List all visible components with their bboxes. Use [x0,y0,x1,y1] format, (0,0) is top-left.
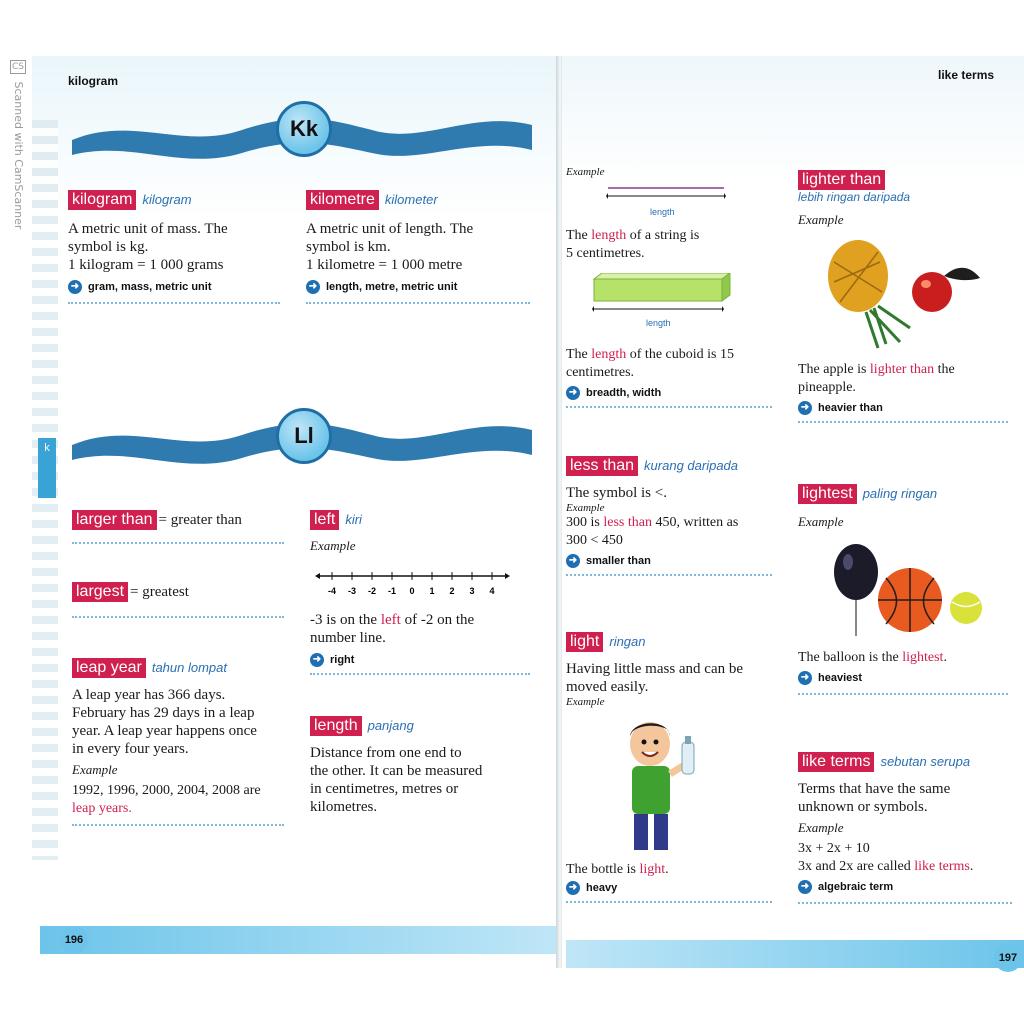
scanner-text: Scanned with CamScanner [12,81,25,230]
entry-lighter-than [798,170,1008,423]
pineapple-apple-image [820,232,990,352]
example-line: number line. [310,630,386,646]
boy-with-bottle-image [612,714,712,854]
divider [566,574,772,576]
example-line: 300 < 450 [566,533,623,548]
arrow-right-icon: ➜ [566,554,580,568]
thumb-index-k: k [38,438,56,498]
example-line: 300 is less than 450, written as [566,515,739,530]
entry-less-than [566,456,772,576]
example-label: Example [566,502,605,514]
related-terms: gram, mass, metric unit [88,281,212,293]
scanner-watermark [4,60,26,229]
entry-like-terms [798,752,1012,904]
entry-kilometre [306,190,534,304]
divider [72,824,284,826]
cuboid-length-label: length [646,318,671,328]
entry-left [310,510,530,675]
definition-line: 1 kilometre = 1 000 metre [306,257,463,273]
left-footer-bar [40,926,556,954]
divider [566,901,772,903]
translation-kilogram: kilogram [142,192,192,207]
definition-line: A leap year has 366 days. [72,687,226,703]
arrow-right-icon: ➜ [798,880,812,894]
related-terms: heavy [586,882,618,894]
definition-line: Distance from one end to [310,745,462,761]
translation-lighter-than: lebih ringan daripada [798,190,911,204]
right-footer-bar [566,940,1024,968]
related-link[interactable] [68,280,288,294]
entry-larger-than [72,510,284,544]
example-line: The length of a string is [566,228,700,243]
divider [72,616,284,618]
number-line-figure [310,568,510,598]
example-line: The length of the cuboid is 15 [566,347,734,362]
translation-less-than: kurang daripada [644,458,739,473]
translation-leap-year: tahun lompat [151,660,227,675]
definition-line: The symbol is <. [566,485,667,501]
example-label: Example [72,762,118,777]
definition-line: Having little mass and can be [566,661,744,677]
equivalent-text: = greatest [130,584,189,600]
number-line-label: 3 [469,586,475,596]
arrow-right-icon: ➜ [306,280,320,294]
term-left: left [310,510,339,530]
number-line-label: 0 [409,586,415,596]
related-terms: breadth, width [586,387,662,399]
entry-length-continued [566,166,772,408]
arrow-right-icon: ➜ [798,401,812,415]
definition-line: 1 kilogram = 1 000 grams [68,257,224,273]
number-line-label: -3 [347,586,357,596]
related-link[interactable] [798,401,1008,415]
related-terms: heavier than [818,402,883,414]
entry-light [566,632,772,903]
balloon-balls-image [828,538,988,638]
entry-largest [72,582,284,618]
number-line-label: -2 [367,586,377,596]
related-terms: heaviest [818,672,863,684]
example-line: 3x and 2x are called like terms. [798,859,974,874]
related-link[interactable] [566,881,772,895]
right-header: like terms [938,68,995,82]
left-header: kilogram [68,74,119,88]
example-label: Example [310,538,356,553]
definition-line: A metric unit of length. The [306,221,474,237]
definition-line: symbol is km. [306,239,391,255]
example-line: 3x + 2x + 10 [798,841,870,856]
term-kilometre: kilometre [306,190,379,210]
term-larger-than: larger than [72,510,157,530]
example-caption: The balloon is the lightest. [798,650,947,665]
translation-kilometre: kilometer [384,192,438,207]
number-line-label: 2 [449,586,455,596]
cuboid-figure [592,273,732,317]
translation-lightest: paling ringan [862,486,938,501]
example-line: 1992, 1996, 2000, 2004, 2008 are [72,783,261,798]
definition-line: the other. It can be measured [310,763,483,779]
entry-kilogram [68,190,288,304]
arrow-right-icon: ➜ [310,653,324,667]
definition-line: Terms that have the same [798,781,951,797]
example-line: 5 centimetres. [566,246,645,261]
definition-line: symbol is kg. [68,239,149,255]
equivalent-text: = greater than [158,512,242,528]
term-largest: largest [72,582,128,602]
related-terms: algebraic term [818,881,894,893]
translation-left: kiri [345,512,362,527]
related-terms: length, metre, metric unit [326,281,458,293]
example-caption: The apple is lighter than the [798,362,955,377]
related-link[interactable] [566,554,772,568]
page-number-right: 197 [994,944,1022,972]
term-light: light [566,632,603,652]
page-number-left: 196 [60,926,88,954]
divider [798,693,1008,695]
divider [306,302,530,304]
entry-leap-year [72,658,284,826]
translation-length: panjang [367,718,414,733]
example-label: Example [566,166,605,178]
string-length-label: length [650,207,675,217]
definition-line: moved easily. [566,679,649,695]
example-label: Example [798,820,844,835]
arrow-right-icon: ➜ [798,671,812,685]
number-line-label: 1 [429,586,435,596]
example-label: Example [798,514,844,529]
number-line-label: -1 [387,586,397,596]
example-line: centimetres. [566,365,635,380]
translation-light: ringan [609,634,646,649]
number-line-label: 4 [489,586,495,596]
term-kilogram: kilogram [68,190,136,210]
translation-like-terms: sebutan serupa [880,754,971,769]
divider [310,673,530,675]
entry-lightest [798,484,1008,695]
divider [566,406,772,408]
definition-line: A metric unit of mass. The [68,221,228,237]
term-less-than: less than [566,456,638,476]
section-badge-l: Ll [276,408,332,464]
definition-line: unknown or symbols. [798,799,928,815]
related-link[interactable] [306,280,534,294]
definition-line: kilometres. [310,799,378,815]
related-link[interactable] [566,386,772,400]
entry-length [310,716,530,816]
divider [72,542,284,544]
definition-line: in every four years. [72,741,189,757]
example-label: Example [798,212,844,227]
term-leap-year: leap year [72,658,146,678]
definition-line: February has 29 days in a leap [72,705,255,721]
example-caption: pineapple. [798,380,856,395]
example-line: leap years. [72,801,132,816]
example-label: Example [566,696,605,708]
term-length: length [310,716,362,736]
divider [798,421,1008,423]
term-lighter-than: lighter than [798,170,885,190]
arrow-right-icon: ➜ [68,280,82,294]
related-terms: right [330,654,355,666]
scanner-badge: CS [12,62,24,72]
term-like-terms: like terms [798,752,874,772]
related-link[interactable] [798,880,1012,894]
related-link[interactable] [798,671,1008,685]
definition-line: in centimetres, metres or [310,781,459,797]
related-terms: smaller than [586,555,651,567]
arrow-right-icon: ➜ [566,881,580,895]
definition-line: year. A leap year happens once [72,723,257,739]
related-link[interactable] [310,653,530,667]
example-line: -3 is on the left of -2 on the [310,612,475,628]
example-caption: The bottle is light. [566,862,669,877]
arrow-right-icon: ➜ [566,386,580,400]
divider [68,302,280,304]
term-lightest: lightest [798,484,857,504]
number-line-label: -4 [327,586,337,596]
section-badge-k: Kk [276,101,332,157]
divider [798,902,1012,904]
